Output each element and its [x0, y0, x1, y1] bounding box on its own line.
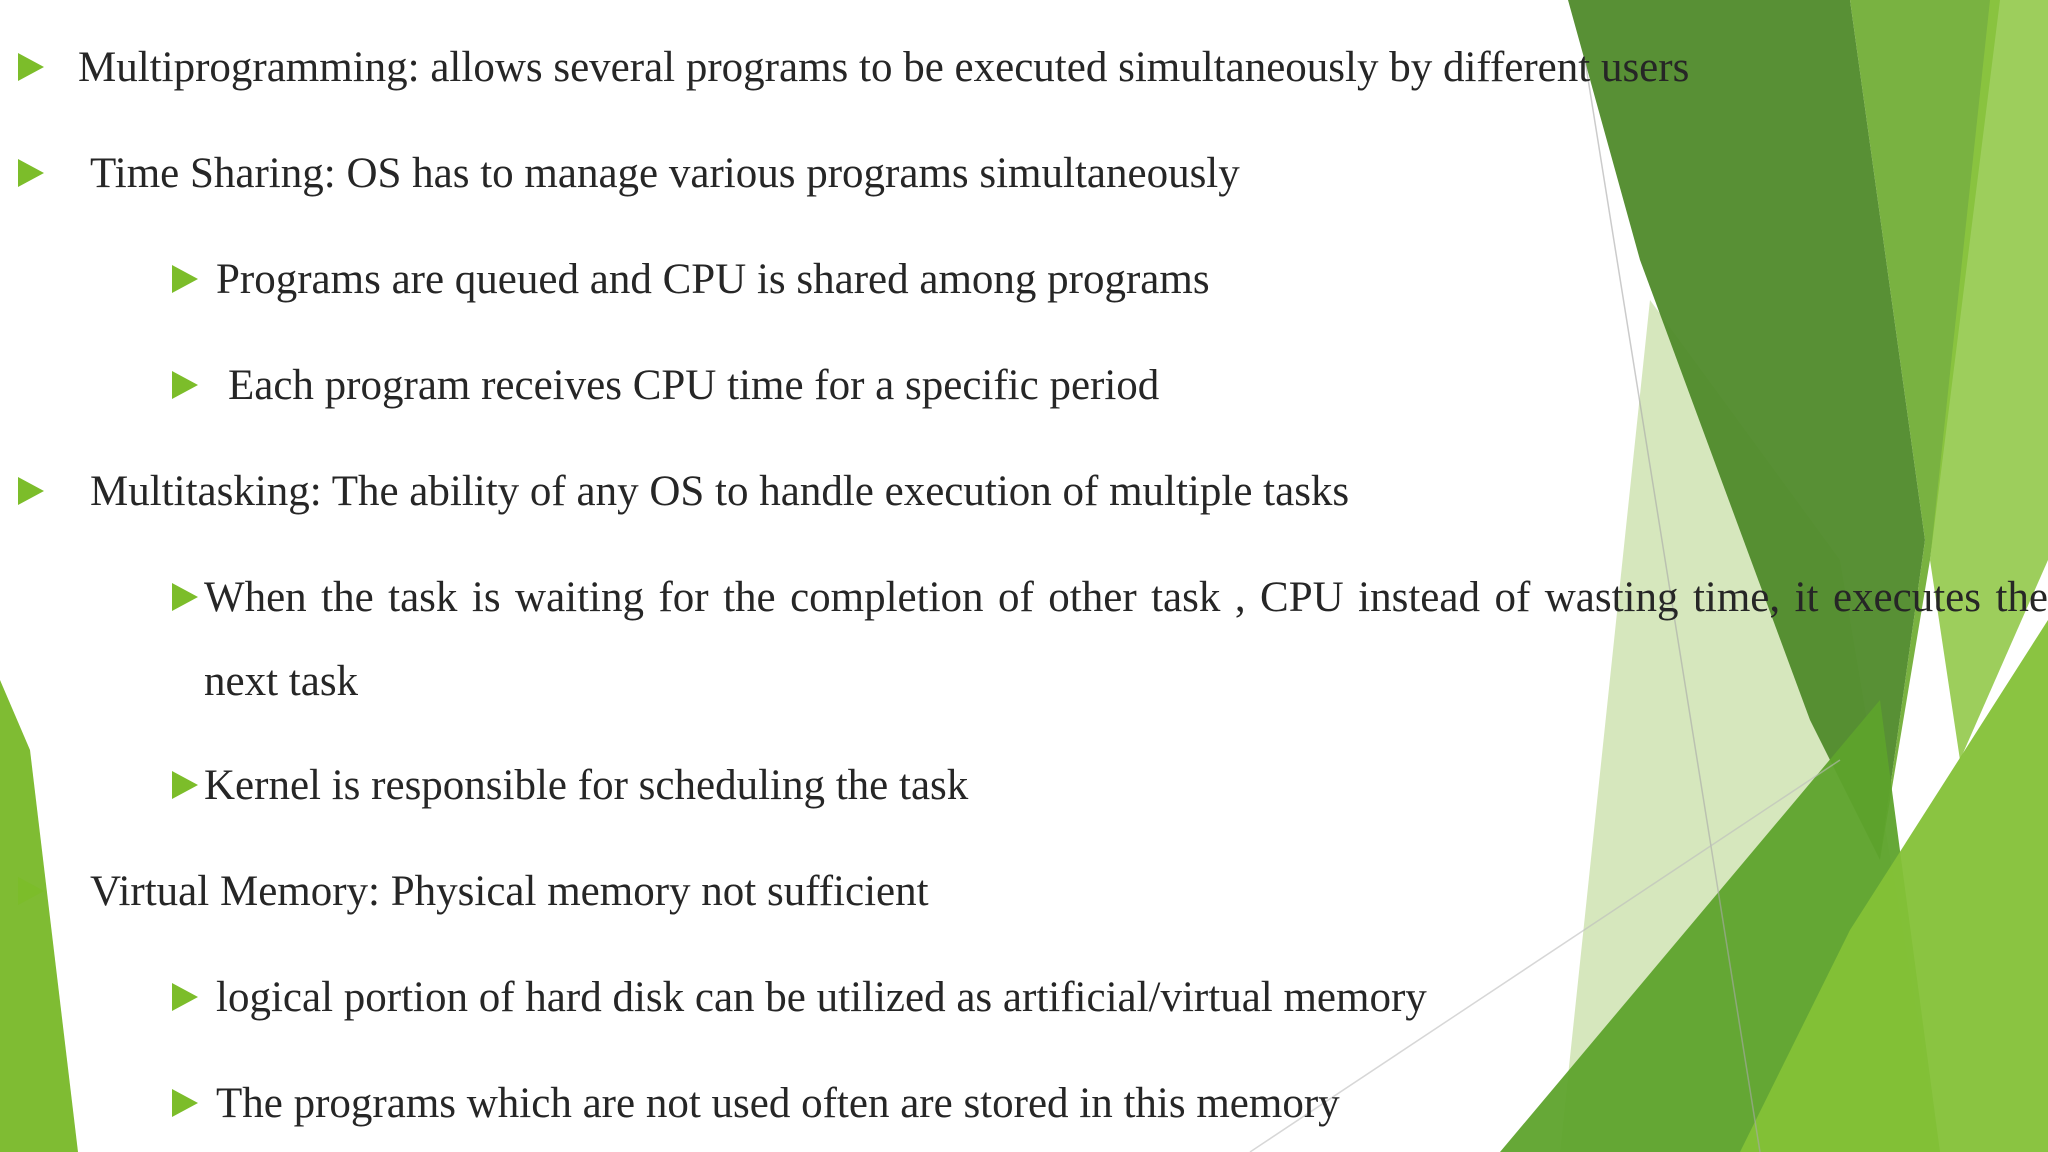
- bullet-arrow-icon: [172, 583, 198, 611]
- bullet-text: logical portion of hard disk can be utilized as artificial/virtual memory: [216, 974, 1427, 1021]
- bullet-arrow-icon: [18, 159, 44, 187]
- bullet-virtual-memory: [18, 850, 929, 934]
- sub-bullet-logical-portion: [172, 956, 1427, 1040]
- bullet-arrow-icon: [18, 53, 44, 81]
- bullet-text: Each program receives CPU time for a specific period: [228, 362, 1160, 409]
- bullet-text: The programs which are not used often are stored in this memory: [216, 1080, 1340, 1127]
- bullet-arrow-icon: [172, 371, 198, 399]
- bullet-text: Kernel is responsible for scheduling the task: [204, 762, 969, 809]
- sub-bullet-programs-stored: [172, 1062, 1340, 1146]
- bullet-arrow-icon: [18, 877, 44, 905]
- sub-bullet-cpu-time: [172, 344, 1159, 428]
- bullet-arrow-icon: [172, 983, 198, 1011]
- bullet-text: Multitasking: The ability of any OS to handle execution of multiple tasks: [90, 468, 1350, 515]
- sub-bullet-kernel: [172, 744, 968, 828]
- bullet-text: Programs are queued and CPU is shared among programs: [216, 256, 1210, 303]
- bullet-arrow-icon: [18, 477, 44, 505]
- bullet-text: Multiprogramming: allows several programs to be executed simultaneously by different users: [78, 44, 1690, 91]
- bullet-text: Virtual Memory: Physical memory not sufficient: [90, 868, 929, 915]
- sub-bullet-programs-queued: [172, 238, 1210, 322]
- bullet-multiprogramming: [18, 26, 1689, 110]
- bullet-text: When the task is waiting for the completion of other task , CPU instead of wasting time, it executes the next task: [204, 574, 2048, 705]
- bullet-multitasking: [18, 450, 1349, 534]
- bullet-text: Time Sharing: OS has to manage various programs simultaneously: [90, 150, 1240, 197]
- bullet-time-sharing: [18, 132, 1240, 216]
- bullet-arrow-icon: [172, 1089, 198, 1117]
- bullet-arrow-icon: [172, 771, 198, 799]
- bullet-arrow-icon: [172, 265, 198, 293]
- sub-bullet-task-waiting: [172, 556, 2048, 724]
